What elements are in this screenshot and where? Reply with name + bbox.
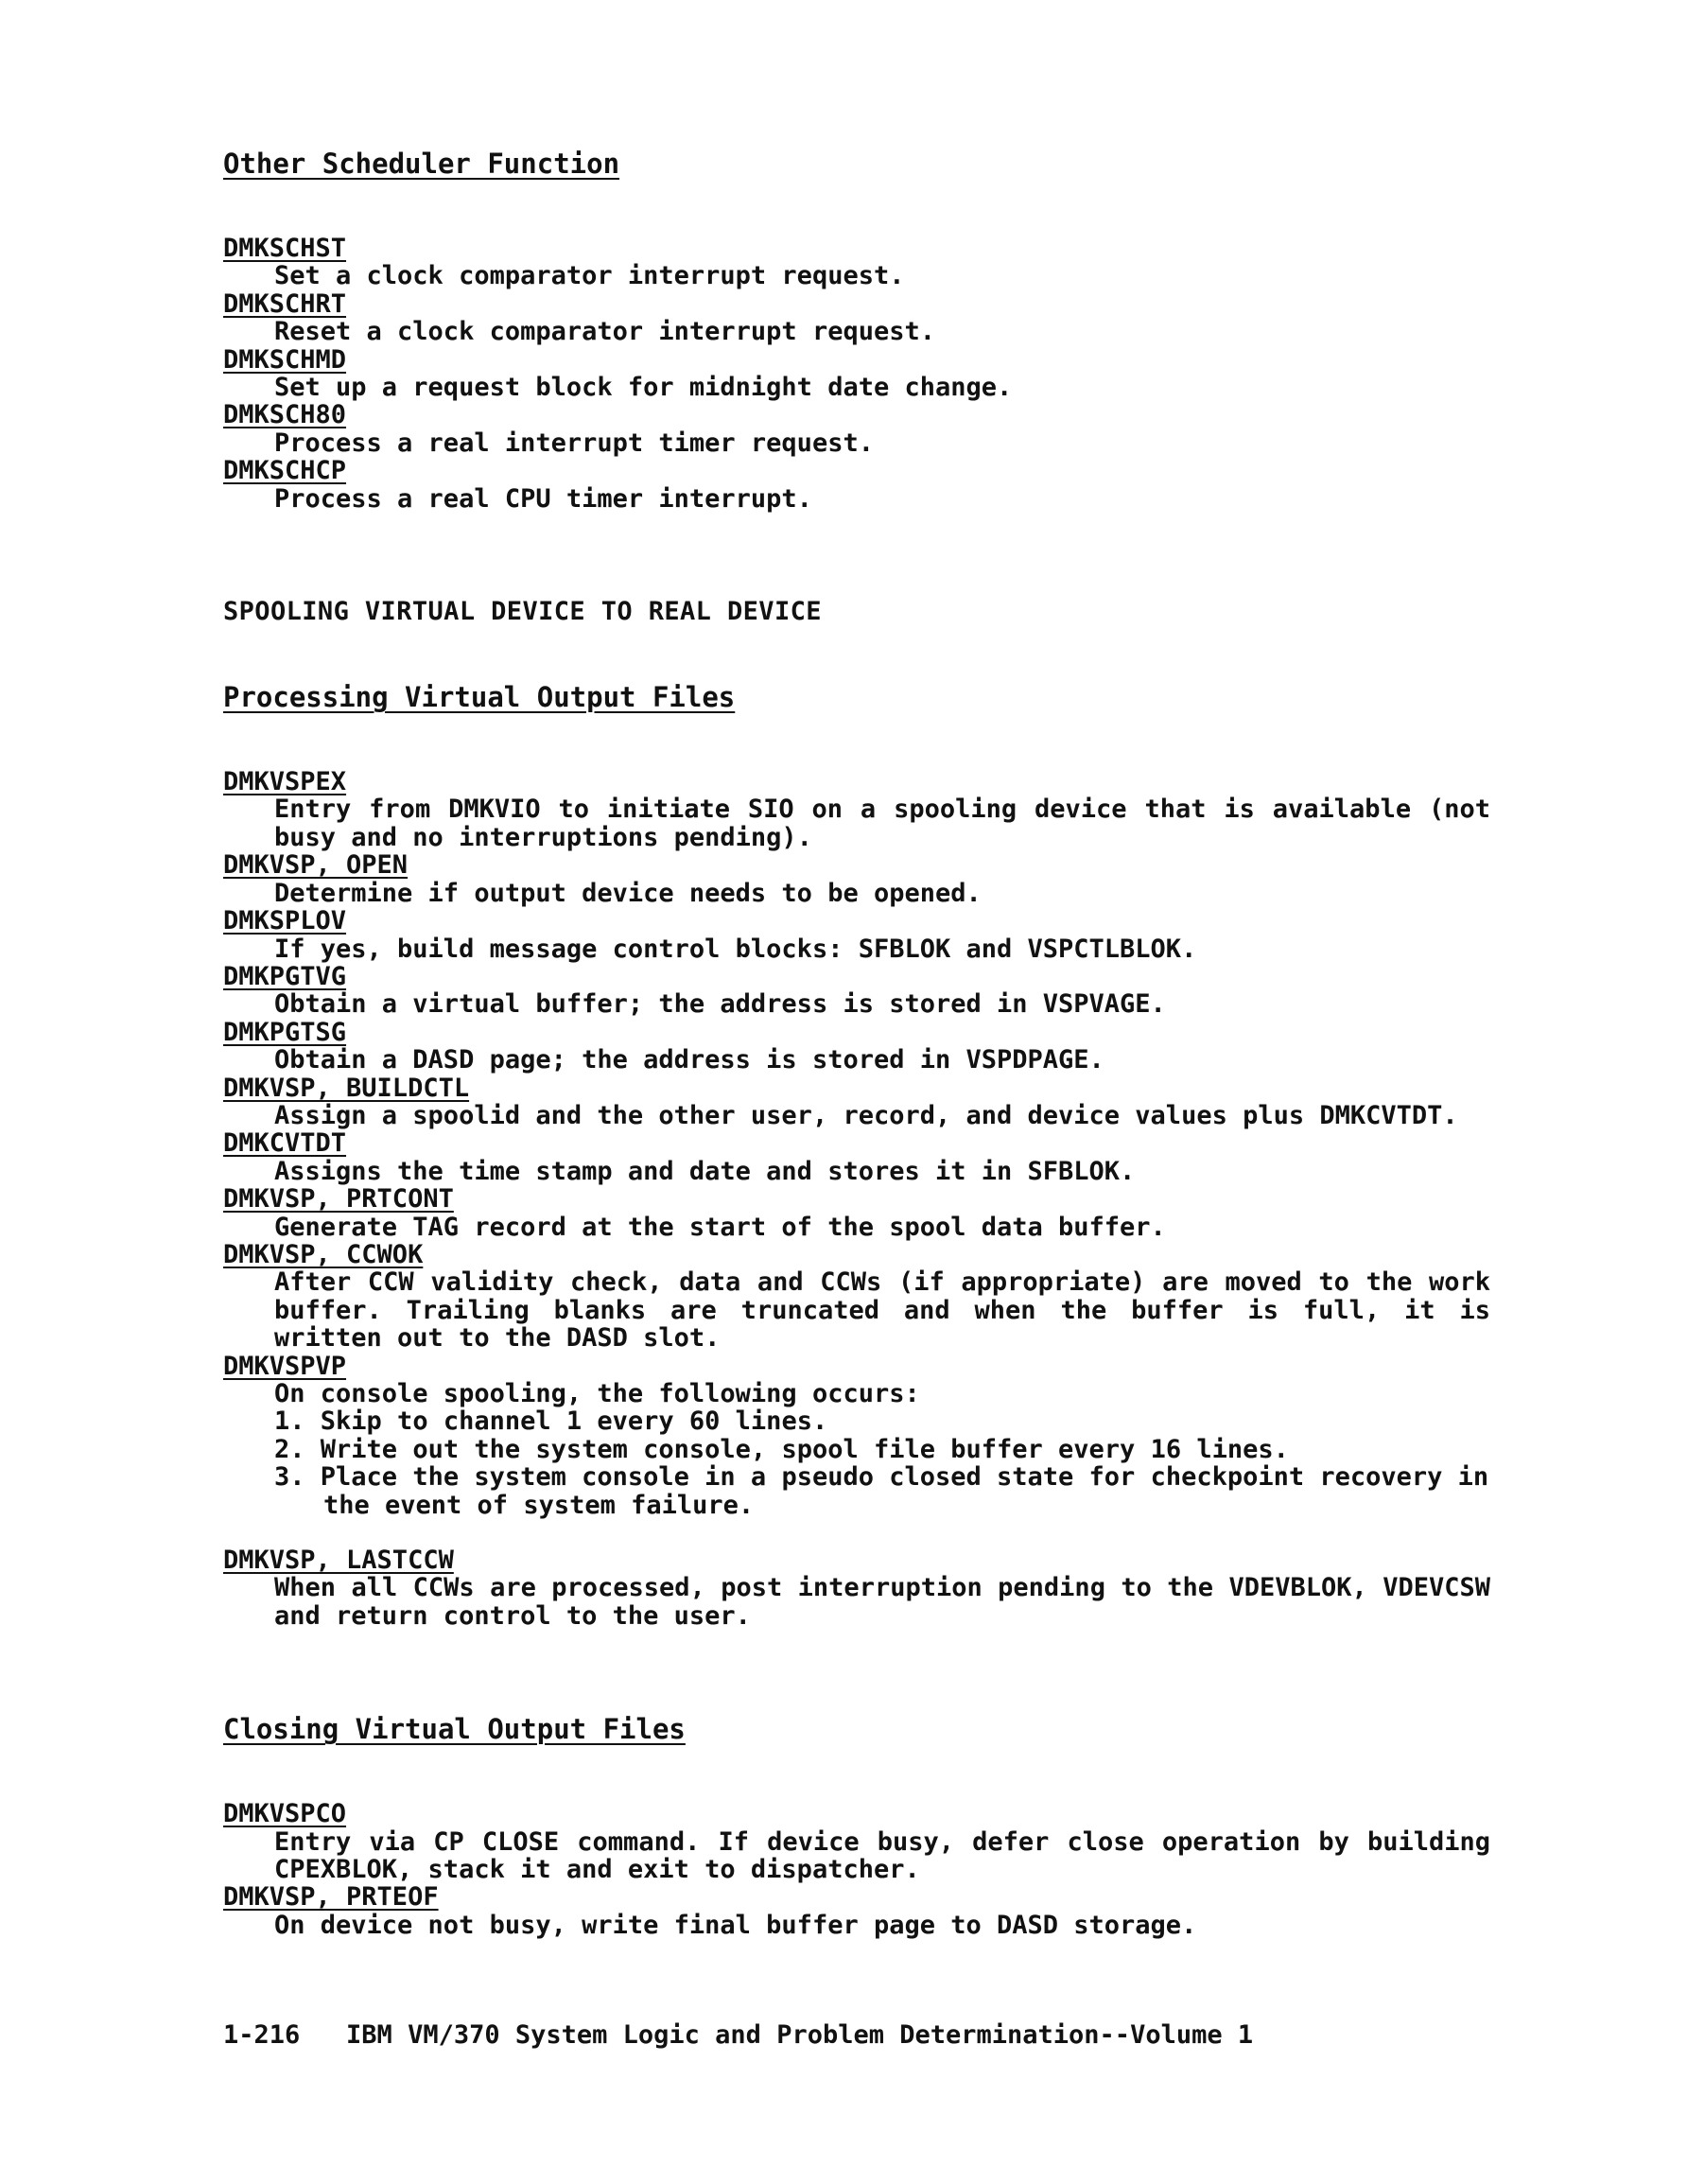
entry-dmkschrt	[223, 290, 1490, 346]
numbered-list	[223, 1407, 1490, 1519]
entry-name: DMKSCHRT	[223, 288, 347, 319]
entry-name: DMKVSP, PRTCONT	[223, 1184, 454, 1214]
entry-desc: After CCW validity check, data and CCWs (if appropriate) are moved to the work buffer. Trailing blanks are truncated and when the buffer is full, it is written out to the DASD slot.	[274, 1267, 1506, 1354]
entry-dmkvspex	[223, 767, 1506, 852]
entry-dmkpgtvg	[223, 963, 1490, 1019]
entry-dmkvsp-ccwok	[223, 1239, 1506, 1354]
entry-name: DMKVSPCO	[223, 1799, 347, 1829]
list-item	[274, 1436, 1490, 1463]
entry-dmksplov	[223, 907, 1490, 963]
entry-dmkvsp-prtcont	[223, 1185, 1490, 1241]
entry-name: DMKVSP, LASTCCW	[223, 1546, 454, 1576]
list-item-number: 3.	[274, 1462, 305, 1493]
entry-desc: Assigns the time stamp and date and stores it in SFBLOK.	[274, 1156, 1136, 1186]
entry-dmkschmd	[223, 346, 1490, 402]
entry-dmkvspvp	[223, 1353, 1490, 1519]
entry-name: DMKSPLOV	[223, 906, 347, 936]
entry-name: DMKVSPVP	[223, 1351, 347, 1381]
entry-name: DMKSCHST	[223, 234, 347, 263]
entry-desc: Entry via CP CLOSE command. If device busy, defer close operation by building CPEXBLOK, stack it and exit to dispatcher.	[274, 1826, 1506, 1885]
entry-name: DMKCVTDT	[223, 1128, 347, 1159]
entry-desc: If yes, build message control blocks: SFBLOK and VSPCTLBLOK.	[274, 934, 1197, 964]
entry-dmkvsp-lastccw	[223, 1546, 1506, 1631]
heading-processing: Processing Virtual Output Files	[223, 681, 736, 714]
entry-dmkschst	[223, 235, 1490, 290]
entry-desc: On device not busy, write final buffer page to DASD storage.	[274, 1910, 1197, 1940]
list-item-number: 1.	[274, 1406, 305, 1437]
entry-desc: Determine if output device needs to be opened.	[274, 878, 982, 908]
entry-name: DMKVSP, CCWOK	[223, 1239, 424, 1269]
entry-desc: Generate TAG record at the start of the spool data buffer.	[274, 1212, 1166, 1242]
document-page	[223, 142, 1506, 1940]
entry-name: DMKSCHCP	[223, 456, 347, 486]
entry-name: DMKVSP, BUILDCTL	[223, 1073, 470, 1103]
entry-dmkvsp-prteof	[223, 1883, 1490, 1939]
entry-desc: Obtain a virtual buffer; the address is stored in VSPVAGE.	[274, 989, 1166, 1020]
heading-other-scheduler: Other Scheduler Function	[223, 148, 620, 180]
list-item	[274, 1407, 1490, 1435]
list-item-text: Skip to channel 1 every 60 lines.	[320, 1406, 828, 1437]
entry-dmkschcp	[223, 457, 1490, 513]
entry-desc: Process a real CPU timer interrupt.	[274, 483, 812, 514]
entry-name: DMKSCHMD	[223, 344, 347, 375]
list-item-text: Place the system console in a pseudo closed state for checkpoint recovery in the event of system failure.	[320, 1462, 1489, 1520]
entry-desc: Entry from DMKVIO to initiate SIO on a spooling device that is available (not busy and no interruptions pending).	[274, 795, 1506, 852]
entry-dmkvspco	[223, 1799, 1506, 1885]
entry-dmkcvtdt	[223, 1129, 1490, 1185]
entry-dmkvsp-buildctl	[223, 1075, 1490, 1130]
page-footer: 1-216 IBM VM/370 System Logic and Problem Determination--Volume 1	[223, 2020, 1254, 2050]
list-item-number: 2.	[274, 1434, 305, 1464]
list-item	[274, 1463, 1490, 1519]
entry-dmksch80	[223, 401, 1490, 457]
heading-closing: Closing Virtual Output Files	[223, 1713, 686, 1746]
entry-name: DMKSCH80	[223, 400, 347, 430]
entry-dmkpgtsg	[223, 1019, 1490, 1075]
entry-name: DMKPGTVG	[223, 961, 347, 991]
entry-name: DMKPGTSG	[223, 1017, 347, 1047]
processing-entries	[223, 767, 1506, 1631]
other-scheduler-entries	[223, 235, 1490, 513]
section-title-spooling: SPOOLING VIRTUAL DEVICE TO REAL DEVICE	[223, 597, 822, 627]
entry-name: DMKVSPEX	[223, 767, 347, 797]
entry-desc: Obtain a DASD page; the address is stored in VSPDPAGE.	[274, 1045, 1104, 1075]
entry-name: DMKVSP, OPEN	[223, 850, 409, 881]
entry-desc: When all CCWs are processed, post interruption pending to the VDEVBLOK, VDEVCSW and return control to the user.	[274, 1573, 1506, 1631]
entry-desc: Set up a request block for midnight date change.	[274, 373, 1013, 403]
entry-desc: Process a real interrupt timer request.	[274, 428, 874, 458]
closing-entries	[223, 1799, 1506, 1940]
entry-desc: Reset a clock comparator interrupt request.	[274, 317, 935, 347]
entry-desc: Set a clock comparator interrupt request.	[274, 261, 905, 291]
list-item-text: Write out the system console, spool file buffer every 16 lines.	[320, 1434, 1289, 1464]
entry-desc: Assign a spoolid and the other user, record, and device values plus DMKCVTDT.	[274, 1100, 1458, 1130]
entry-name: DMKVSP, PRTEOF	[223, 1882, 439, 1913]
entry-dmkvsp-open	[223, 851, 1490, 907]
entry-desc: On console spooling, the following occurs:	[274, 1379, 920, 1408]
